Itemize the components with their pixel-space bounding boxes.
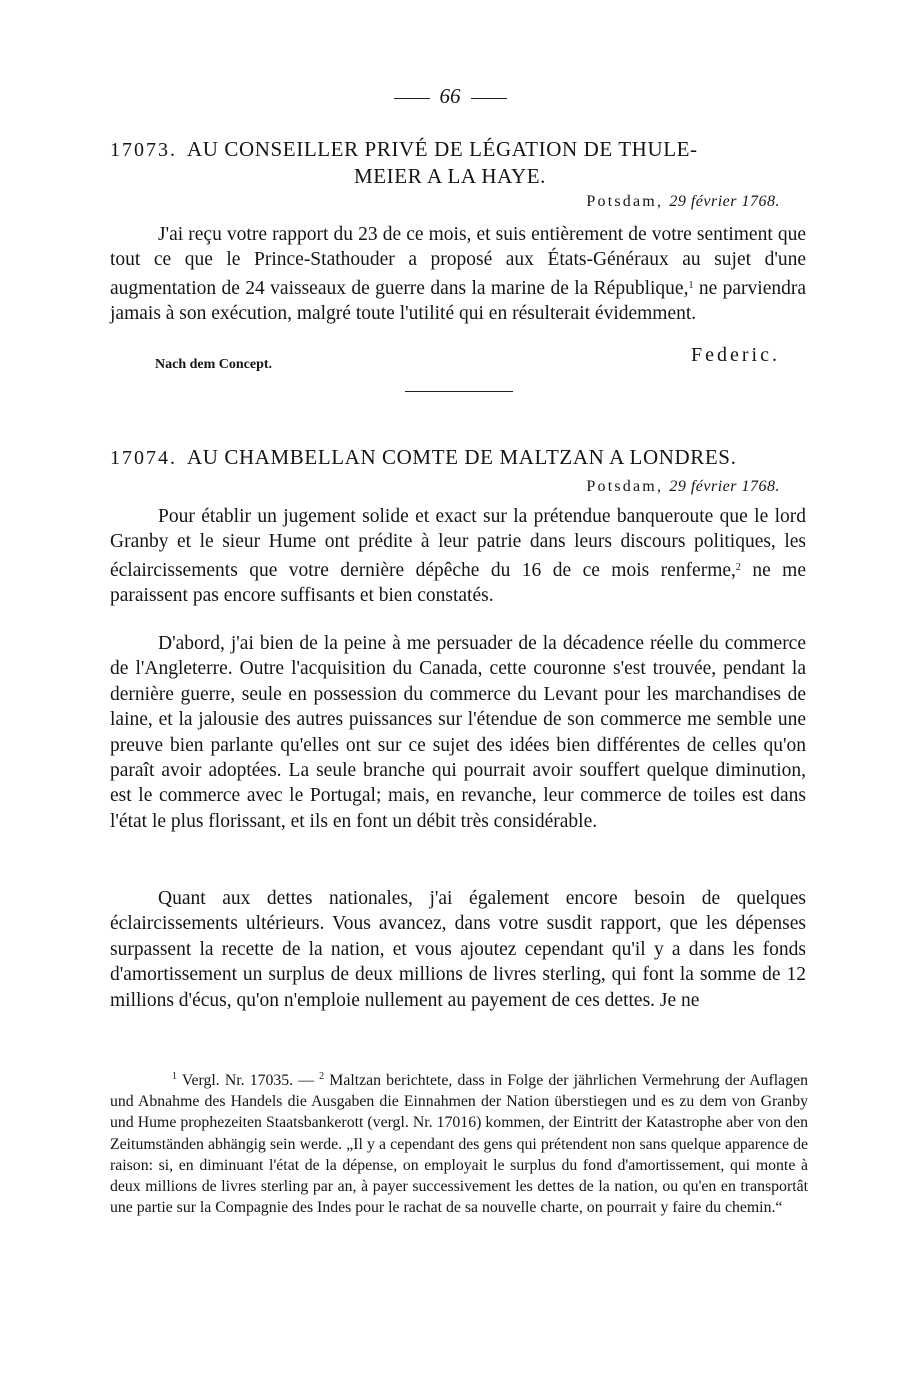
letter-17073-date: 29 février 1768. [669, 193, 780, 210]
letter-17073-signature: Federic. [691, 344, 780, 366]
letter-17074-paragraph-3: Quant aux dettes nationales, j'ai également encore besoin de quelques éclaircissements ultérieurs. Vous avancez, dans votre susdit rapport, que les dépenses surpassent la recette de la nation, et vous ajoutez cependant qu'il y a dans les fonds d'amortissement un surplus de deux millions de livres sterling, qui font la somme de 12 millions d'écus, qu'on n'emploie nullement au payement de ces dettes. Je ne [110, 888, 806, 1011]
page-number: 66 [439, 84, 461, 108]
letter-17073-source: Nach dem Concept. [155, 357, 273, 372]
footnote-2-text: Maltzan berichtete, dass in Folge der jährlichen Vermehrung der Auflagen und Abnahme des Handels die Ausgaben die Einnahmen der Nation überstiegen und es zu dem von Granby und Hume prophezeiten Staatsbankerott (vergl. Nr. 17016) kommen, der Eintritt der Katastrophe aber von den Zeitumständen abhängig sein werde. „Il y a cependant des gens qui prétendent non sans quelque apparence de raison: si, en diminuant l'état de la dépense, on employait le surplus du fond d'amortissement, qui monte à deux millions de livres sterling par an, à payer successivement les dettes de la nation, ou qu'en en transportât une partie sur la Compagnie des Indes pour le rachat de sa nouvelle charte, on pourrait y faire du chemin.“ [110, 1072, 808, 1217]
footnote-ref-2: 2 [735, 561, 741, 573]
letter-17073-heading [110, 136, 790, 189]
letter-17074-dateline [586, 478, 780, 496]
letter-17073-recipient: AU CONSEILLER PRIVÉ DE LÉGATION DE THULE- [187, 137, 698, 161]
footnote-1-mark: 1 [172, 1071, 177, 1082]
letter-17073-heading-line1 [110, 136, 790, 163]
letter-17073-number: 17073. [110, 139, 177, 161]
page-number-line [0, 84, 900, 109]
letter-17074-paragraph-2: D'abord, j'ai bien de la peine à me persuader de la décadence réelle du commerce de l'Angleterre. Outre l'acquisition du Canada, cette couronne s'est trouvée, pendant la dernière guerre, seule en possession du commerce du Levant pour les marchandises de laine, et la jalousie des autres puissances sur l'étendue de son commerce me semble une preuve bien parlante qu'elles ont sur ce sujet des idées bien différentes de celles qu'on paraît avoir adoptées. La seule branche qui pourrait avoir souffert quelque diminution, est le commerce avec le Portugal; mais, en revanche, leur commerce de toiles est dans l'état le plus florissant, et ils en font un débit très considérable. [110, 633, 806, 832]
section-divider [405, 391, 513, 392]
letter-17074-p1-text: Pour établir un jugement solide et exact sur la prétendue banqueroute que le lord Granby et le sieur Hume ont prédite à leur patrie dans leurs discours politiques, les éclaircissements que votre dernière dépêche du 16 de ce mois renferme, [110, 506, 806, 581]
footnote-2-mark: 2 [319, 1071, 325, 1082]
page-number-dash-left [394, 98, 430, 99]
letter-17073-body-text: J'ai reçu votre rapport du 23 de ce mois, et suis entièrement de votre sentiment que tout ce que le Prince-Stathouder a proposé aux États-Généraux au sujet d'une augmentation de 24 vaisseaux de guerre dans la marine de la République, [110, 224, 806, 299]
letter-17073-recipient-line2: MEIER A LA HAYE. [353, 164, 546, 188]
letter-17074-number: 17074. [110, 447, 177, 469]
letter-17074-date: 29 février 1768. [669, 478, 780, 495]
letter-17073-body [110, 222, 806, 327]
letter-17073-dateline [586, 193, 780, 211]
letter-17074-heading [110, 444, 810, 471]
letter-17074-recipient: AU CHAMBELLAN COMTE DE MALTZAN A LONDRES. [187, 445, 737, 469]
letter-17074-p1-end: ne me paraissent pas encore suffisants et bien constatés. [110, 559, 806, 607]
footnote-ref-1: 1 [688, 279, 694, 291]
letter-17074-place: Potsdam, [586, 478, 664, 495]
footnote-1-text: Vergl. Nr. 17035. — [177, 1072, 320, 1089]
letter-17074-heading-line [110, 444, 810, 471]
footnotes [110, 1066, 808, 1218]
letter-17073-place: Potsdam, [586, 193, 664, 210]
page-number-dash-right [471, 98, 507, 99]
letter-17074-paragraph-1 [110, 504, 806, 609]
letter-17073-body-cont: ne parviendra jamais à son exécution, malgré toute l'utilité qui en résulterait évidemment. [110, 277, 807, 325]
